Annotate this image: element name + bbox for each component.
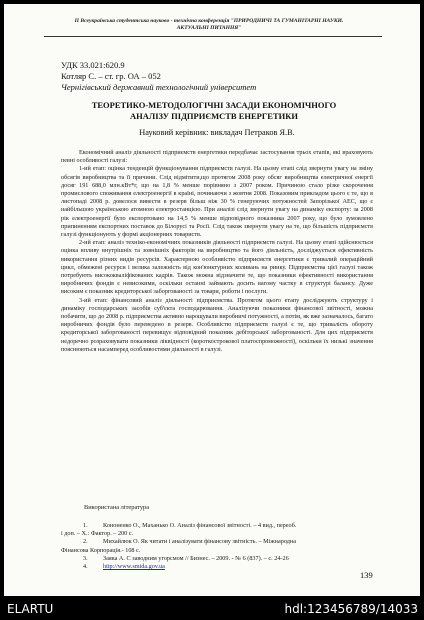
reference-text: Заяка А. С заводним угорсмом // Бизнес. – 2009. - № 6 (837). – с. 24-26	[103, 554, 289, 562]
header-divider	[44, 36, 382, 37]
reference-item	[61, 563, 373, 571]
reference-text: Кононенко О., Маханько О. Аналіз фінансової звітності. – 4 вид., переоб.	[103, 522, 297, 529]
handle-identifier: hdl:123456789/14033	[284, 602, 418, 616]
status-bar	[0, 598, 424, 620]
paragraph-stage-3: 3-ий етап: фінансовий аналіз діяльності підприємства. Протягом цього етапу досліджують структуру і динаміку господарських засобів суб'єкта господарювання. Аналізуючи показники фінансової звітності, можна побачити, що до 2008 р. підприємства активно нарощували виробничі потужності, а потім, як вже зазначалось, багато виробничих фондів було переведено в резерв. Особливістю підприємств галузі є те, що тривалість обороту кредиторської заборгованості перевищує відповідний показник дебіторської заборгованості. Для цих підприємств недоречно розраховувати показники ліквідності (короткострокової платоспроможності), оскільки їх низькі значення пояснюються насамперед особливостями діяльності в галузі.	[61, 296, 373, 353]
university-name: Чернігівський державний технологічний університет	[61, 82, 257, 92]
reference-link[interactable]: http://www.smida.gov.ua	[103, 563, 165, 571]
paragraph-intro: Економічний аналіз діяльності підприємств енергетики передбачає застосування трьох етапів, які враховують певні особливості галузі:	[61, 149, 373, 165]
conference-header-line-1: II Всеукраїнська студентська науково - технічна конференція "ПРИРОДНИЧІ ТА ГУМАНІТАРНІ НАУКИ.	[74, 18, 344, 24]
references-list	[61, 522, 373, 571]
author-line: Котляр С. – ст. гр. ОА – 052	[61, 71, 161, 81]
reference-continuation: Фінансова Корпорація.- 108 с.	[61, 546, 141, 554]
reference-item	[61, 555, 373, 563]
reference-continuation: і доп. – Х.: Фактор. – 200 с.	[61, 530, 134, 538]
conference-header	[44, 18, 374, 32]
article-title-line-2: АНАЛІЗУ ПІДПРИЄМСТВ ЕНЕРГЕТИКИ	[129, 111, 299, 121]
supervisor-line: Науковий керівник: викладач Петраков Я.В.	[139, 128, 295, 137]
article-title-line-1: ТЕОРЕТИКО-МЕТОДОЛОГІЧНІ ЗАСАДИ ЕКОНОМІЧНОГО	[91, 100, 337, 110]
article-body	[61, 149, 373, 354]
reference-number: 1.	[83, 522, 88, 529]
reference-text: Михайлюк О. Як читати і аналізувати фінансову звітність. – Міжнародна	[103, 538, 296, 546]
reference-item	[61, 522, 373, 538]
document-page	[4, 4, 420, 596]
paragraph-stage-2: 2-ий етап: аналіз техніко-економічних показників діяльності підприємств галузі. На цьому етапі здійснюється оцінка впливу внутрішніх та зовнішніх факторів на виробництво та його діяльність, досліджується ефективність використання різних видів ресурсів. Характерною особливістю підприємств енергетики є тривалий операційний цикл, обмежені ресурси і велика залежність від кон'юнктурних коливань на ринку. Підприємства цієї галузі також потребують висококваліфікованих кадрів. Також можна відзначити те, що показники ефективності використання виробничих фондів є невисокими, оскільки останні займають досить вагому частку в структурі балансу. Дуже високим є показник кредиторської заборгованості за товари, роботи і послуги.	[61, 239, 373, 296]
udc-code: УДК 33.021:620.9	[61, 60, 125, 70]
article-title	[66, 100, 362, 122]
references-title: Використана література	[84, 504, 150, 511]
article-meta	[61, 60, 381, 93]
paragraph-stage-1: 1-ий етап: оцінка тенденцій функціонування підприємств галузі. На цьому етапі слід звернути увагу на зміну обсягів виробництва та її причини. Слід відмітити,що протягом 2008 року обсяг виробництва електричної енергії досяг 191 688,0 млн.кВт*г, що на 1,8 % менше порівняно з 2007 роком. Причиною стало різке скорочення промислового споживання електроенергії в країні, починаючи з жовтня 2008. Показовим прикладом цього є те, що в листопаді 2008 р. довелося вивести в резерв більш ніж 30 % генеруючих потужностей Запорізької АЕС, що є найбільшою українською атомною електростанцією. При аналізі слід звернути увагу на динаміку експорту: за 2008 рік електроенергії було експортовано на 14,5 % менше відповідного показника 2007 року, що було зумовлено припиненням експортних поставок до Білорусі та Росії. Слід також звернути увагу на те, що більшість підприємств галузі функціонують у формі акціонерних товариств.	[61, 165, 373, 239]
reference-number: 4.	[83, 563, 88, 571]
conference-header-line-2: АКТУАЛЬНІ ПИТАННЯ"	[176, 25, 242, 31]
repository-name: ELARTU	[7, 602, 54, 616]
reference-number: 3.	[83, 554, 88, 562]
page-number: 139	[360, 570, 373, 580]
reference-number: 2.	[83, 538, 88, 546]
reference-item	[61, 538, 373, 554]
